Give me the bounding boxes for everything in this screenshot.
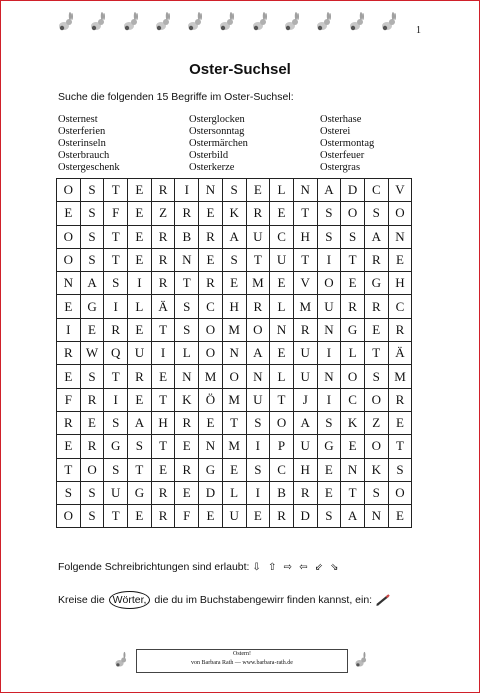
grid-cell[interactable]: C — [364, 179, 388, 202]
grid-cell[interactable]: E — [317, 481, 341, 504]
grid-cell[interactable]: Ä — [388, 342, 412, 365]
grid-cell[interactable]: E — [151, 365, 175, 388]
grid-cell[interactable]: T — [104, 365, 128, 388]
grid-cell[interactable]: V — [293, 272, 317, 295]
grid-cell[interactable]: N — [175, 248, 199, 271]
grid-cell[interactable]: E — [246, 179, 270, 202]
grid-cell[interactable]: R — [175, 202, 199, 225]
grid-cell[interactable]: S — [364, 202, 388, 225]
grid-cell[interactable]: S — [104, 272, 128, 295]
grid-cell[interactable]: I — [104, 388, 128, 411]
grid-cell[interactable]: A — [246, 342, 270, 365]
term-item: Ostermontag — [320, 138, 375, 149]
term-item: Osterglocken — [189, 114, 245, 125]
grid-cell[interactable]: S — [175, 318, 199, 341]
circled-word: Wörter, — [109, 591, 151, 609]
grid-cell[interactable]: H — [293, 458, 317, 481]
grid-cell[interactable]: G — [128, 481, 152, 504]
grid-cell[interactable]: E — [388, 248, 412, 271]
grid-cell[interactable]: T — [151, 435, 175, 458]
grid-cell[interactable]: Z — [151, 202, 175, 225]
grid-cell[interactable]: R — [151, 481, 175, 504]
grid-cell[interactable]: F — [104, 202, 128, 225]
term-item: Osterhase — [320, 114, 362, 125]
grid-cell[interactable]: R — [151, 248, 175, 271]
grid-row — [57, 179, 412, 202]
grid-cell[interactable]: P — [270, 435, 294, 458]
bunny-icon — [153, 11, 175, 33]
grid-cell[interactable]: S — [128, 435, 152, 458]
pencil-icon — [375, 594, 391, 606]
grid-cell[interactable]: N — [341, 458, 365, 481]
grid-cell[interactable]: N — [293, 179, 317, 202]
grid-cell[interactable]: H — [151, 411, 175, 434]
grid-cell[interactable]: B — [270, 481, 294, 504]
grid-cell[interactable]: E — [57, 295, 81, 318]
grid-cell[interactable]: S — [104, 411, 128, 434]
grid-cell[interactable]: C — [270, 458, 294, 481]
grid-cell[interactable]: V — [388, 179, 412, 202]
grid-row — [57, 272, 412, 295]
grid-cell[interactable]: U — [270, 248, 294, 271]
grid-cell[interactable]: S — [246, 458, 270, 481]
grid-cell[interactable]: R — [175, 458, 199, 481]
grid-cell[interactable]: Z — [364, 411, 388, 434]
grid-cell[interactable]: T — [104, 225, 128, 248]
instruction-text: Suche die folgenden 15 Begriffe im Oster-Suchsel: — [58, 91, 294, 103]
grid-cell[interactable]: L — [175, 342, 199, 365]
allowed-directions — [58, 561, 341, 573]
grid-cell[interactable]: E — [175, 435, 199, 458]
grid-cell[interactable]: S — [104, 458, 128, 481]
grid-row — [57, 295, 412, 318]
grid-row — [57, 248, 412, 271]
grid-cell[interactable]: T — [341, 481, 365, 504]
grid-row — [57, 365, 412, 388]
grid-cell[interactable]: R — [246, 202, 270, 225]
grid-row — [57, 458, 412, 481]
grid-cell[interactable]: T — [270, 388, 294, 411]
grid-cell[interactable]: E — [199, 202, 223, 225]
grid-cell[interactable]: E — [128, 388, 152, 411]
grid-row — [57, 225, 412, 248]
grid-cell[interactable]: T — [151, 388, 175, 411]
bunny-icon — [217, 11, 239, 33]
grid-cell[interactable]: L — [341, 342, 365, 365]
term-item: Ostersonntag — [189, 126, 245, 137]
grid-cell[interactable]: K — [364, 458, 388, 481]
grid-cell[interactable]: Ä — [151, 295, 175, 318]
grid-cell[interactable]: I — [128, 272, 152, 295]
grid-cell[interactable]: T — [222, 411, 246, 434]
grid-cell[interactable]: U — [246, 388, 270, 411]
footer-credit: von Barbara Rath — www.barbara-rath.de — [191, 660, 293, 666]
bunny-icon — [185, 11, 207, 33]
grid-cell[interactable]: E — [128, 505, 152, 528]
grid-cell[interactable]: C — [199, 295, 223, 318]
grid-cell[interactable]: S — [222, 179, 246, 202]
grid-cell[interactable]: S — [317, 225, 341, 248]
term-item: Osterkerze — [189, 162, 235, 173]
grid-row — [57, 342, 412, 365]
term-item: Osterfeuer — [320, 150, 365, 161]
grid-cell[interactable]: E — [151, 458, 175, 481]
grid-cell[interactable]: T — [175, 272, 199, 295]
grid-cell[interactable]: L — [270, 179, 294, 202]
grid-cell[interactable]: Ö — [199, 388, 223, 411]
grid-cell[interactable]: R — [104, 318, 128, 341]
grid-cell[interactable]: M — [199, 365, 223, 388]
grid-cell[interactable]: M — [222, 318, 246, 341]
bunny-icon — [121, 11, 143, 33]
grid-cell[interactable]: I — [317, 388, 341, 411]
grid-cell[interactable]: I — [175, 179, 199, 202]
grid-cell[interactable]: K — [222, 202, 246, 225]
grid-cell[interactable]: M — [293, 295, 317, 318]
grid-cell[interactable]: S — [317, 505, 341, 528]
grid-cell[interactable]: R — [151, 225, 175, 248]
grid-cell[interactable]: S — [80, 505, 104, 528]
grid-cell[interactable]: R — [270, 505, 294, 528]
grid-cell[interactable]: M — [388, 365, 412, 388]
page-number: 1 — [416, 25, 421, 36]
bunny-icon — [347, 11, 369, 33]
grid-cell[interactable]: N — [317, 365, 341, 388]
grid-cell[interactable]: N — [199, 179, 223, 202]
grid-cell[interactable]: U — [293, 365, 317, 388]
bunny-border — [56, 11, 401, 37]
grid-cell[interactable]: B — [175, 225, 199, 248]
grid-cell[interactable]: A — [128, 411, 152, 434]
grid-cell[interactable]: T — [104, 505, 128, 528]
grid-cell[interactable]: E — [270, 272, 294, 295]
grid-row — [57, 202, 412, 225]
grid-cell[interactable]: E — [128, 318, 152, 341]
grid-cell[interactable]: L — [128, 295, 152, 318]
bunny-icon — [314, 11, 336, 33]
grid-cell[interactable]: R — [293, 318, 317, 341]
grid-cell[interactable]: S — [364, 481, 388, 504]
grid-cell[interactable]: A — [80, 272, 104, 295]
grid-cell[interactable]: D — [293, 505, 317, 528]
grid-cell[interactable]: M — [246, 272, 270, 295]
term-item: Ostergras — [320, 162, 361, 173]
grid-cell[interactable]: N — [270, 318, 294, 341]
grid-cell[interactable]: N — [57, 272, 81, 295]
grid-cell[interactable]: E — [80, 411, 104, 434]
term-item: Osternest — [58, 114, 98, 125]
grid-cell[interactable]: E — [341, 435, 365, 458]
circle-instruction-start: Kreise die — [58, 594, 105, 606]
grid-cell[interactable]: O — [270, 411, 294, 434]
grid-cell[interactable]: C — [341, 388, 365, 411]
grid-cell[interactable]: I — [104, 295, 128, 318]
grid-cell[interactable]: A — [222, 225, 246, 248]
grid-cell[interactable]: E — [246, 505, 270, 528]
term-list — [58, 114, 438, 174]
grid-cell[interactable]: D — [341, 179, 365, 202]
bunny-icon — [88, 11, 110, 33]
grid-cell[interactable]: S — [317, 411, 341, 434]
bunny-icon — [250, 11, 272, 33]
grid-cell[interactable]: A — [317, 179, 341, 202]
term-item: Osterei — [320, 126, 351, 137]
grid-cell[interactable]: M — [222, 435, 246, 458]
grid-cell[interactable]: U — [293, 435, 317, 458]
grid-cell[interactable]: D — [199, 481, 223, 504]
grid-cell[interactable]: R — [341, 295, 365, 318]
grid-row — [57, 318, 412, 341]
grid-cell[interactable]: S — [317, 202, 341, 225]
grid-cell[interactable]: E — [57, 365, 81, 388]
grid-cell[interactable]: S — [222, 248, 246, 271]
grid-cell[interactable]: E — [199, 248, 223, 271]
grid-cell[interactable]: Q — [104, 342, 128, 365]
grid-cell[interactable]: R — [199, 272, 223, 295]
grid-row — [57, 481, 412, 504]
grid-cell[interactable]: W — [80, 342, 104, 365]
term-item: Osterferien — [58, 126, 106, 137]
grid-cell[interactable]: R — [364, 295, 388, 318]
word-search-grid — [56, 178, 412, 528]
grid-cell[interactable]: O — [199, 318, 223, 341]
term-item: Osterbrauch — [58, 150, 110, 161]
grid-cell[interactable]: S — [57, 481, 81, 504]
grid-cell[interactable]: S — [80, 248, 104, 271]
grid-cell[interactable]: E — [270, 342, 294, 365]
grid-cell[interactable]: R — [151, 272, 175, 295]
grid-cell[interactable]: R — [199, 225, 223, 248]
allowed-directions-label: Folgende Schreibrichtungen sind erlaubt: — [58, 561, 250, 573]
grid-cell[interactable]: I — [246, 435, 270, 458]
grid-cell[interactable]: O — [388, 202, 412, 225]
grid-cell[interactable]: N — [246, 365, 270, 388]
footer-box — [136, 649, 348, 673]
grid-row — [57, 411, 412, 434]
grid-cell[interactable]: S — [80, 179, 104, 202]
grid-cell[interactable]: S — [388, 458, 412, 481]
grid-cell[interactable]: R — [246, 295, 270, 318]
bunny-icon — [353, 651, 371, 669]
circle-instruction — [58, 591, 391, 609]
grid-cell[interactable]: N — [317, 318, 341, 341]
circle-instruction-end: die du im Buchstabengewirr finden kannst, ein: — [154, 594, 373, 606]
term-item: Ostergeschenk — [58, 162, 120, 173]
grid-cell[interactable]: I — [246, 481, 270, 504]
grid-cell[interactable]: R — [388, 388, 412, 411]
term-item: Osterbild — [189, 150, 229, 161]
grid-cell[interactable]: U — [317, 295, 341, 318]
grid-cell[interactable]: O — [364, 435, 388, 458]
grid-cell[interactable]: E — [317, 458, 341, 481]
bunny-icon — [56, 11, 78, 33]
grid-cell[interactable]: R — [80, 388, 104, 411]
grid-cell[interactable]: T — [388, 435, 412, 458]
grid-cell[interactable]: U — [293, 342, 317, 365]
grid-cell[interactable]: E — [57, 202, 81, 225]
grid-cell[interactable]: R — [175, 411, 199, 434]
grid-cell[interactable]: O — [317, 272, 341, 295]
grid-cell[interactable]: J — [293, 388, 317, 411]
grid-cell[interactable]: E — [388, 411, 412, 434]
grid-cell[interactable]: K — [175, 388, 199, 411]
grid-cell[interactable]: R — [388, 318, 412, 341]
grid-cell[interactable]: A — [341, 505, 365, 528]
grid-cell[interactable]: N — [222, 342, 246, 365]
grid-cell[interactable]: E — [222, 272, 246, 295]
grid-cell[interactable]: E — [175, 481, 199, 504]
grid-cell[interactable]: N — [199, 435, 223, 458]
grid-cell[interactable]: G — [199, 458, 223, 481]
grid-cell[interactable]: U — [104, 481, 128, 504]
grid-cell[interactable]: E — [128, 179, 152, 202]
grid-cell[interactable]: O — [388, 481, 412, 504]
grid-cell[interactable]: T — [293, 202, 317, 225]
grid-cell[interactable]: U — [222, 505, 246, 528]
grid-cell[interactable]: S — [341, 225, 365, 248]
grid-cell[interactable]: C — [388, 295, 412, 318]
grid-cell[interactable]: F — [57, 388, 81, 411]
grid-cell[interactable]: E — [128, 225, 152, 248]
grid-cell[interactable]: O — [57, 179, 81, 202]
grid-cell[interactable]: O — [80, 458, 104, 481]
grid-cell[interactable]: S — [80, 481, 104, 504]
grid-cell[interactable]: T — [246, 248, 270, 271]
grid-cell[interactable]: T — [104, 179, 128, 202]
grid-cell[interactable]: O — [222, 365, 246, 388]
grid-cell[interactable]: T — [364, 342, 388, 365]
grid-cell[interactable]: S — [80, 202, 104, 225]
grid-cell[interactable]: R — [57, 411, 81, 434]
grid-cell[interactable]: H — [293, 225, 317, 248]
grid-cell[interactable]: N — [175, 365, 199, 388]
grid-cell[interactable]: E — [80, 318, 104, 341]
bunny-icon — [282, 11, 304, 33]
direction-arrows-icon: ⇩ ⇧ ⇨ ⇦ ⇙ ⇘ — [252, 562, 341, 573]
grid-cell[interactable]: I — [151, 342, 175, 365]
grid-cell[interactable]: L — [270, 295, 294, 318]
grid-cell[interactable]: O — [341, 202, 365, 225]
grid-cell[interactable]: E — [128, 248, 152, 271]
grid-cell[interactable]: G — [317, 435, 341, 458]
grid-row — [57, 435, 412, 458]
grid-cell[interactable]: M — [222, 388, 246, 411]
grid-cell[interactable]: G — [104, 435, 128, 458]
grid-cell[interactable]: S — [246, 411, 270, 434]
grid-cell[interactable]: R — [364, 248, 388, 271]
grid-cell[interactable]: R — [151, 505, 175, 528]
grid-cell[interactable]: R — [80, 435, 104, 458]
grid-cell[interactable]: O — [57, 505, 81, 528]
grid-cell[interactable]: E — [128, 202, 152, 225]
grid-cell[interactable]: O — [57, 225, 81, 248]
grid-cell[interactable]: H — [388, 272, 412, 295]
grid-cell[interactable]: N — [364, 505, 388, 528]
grid-cell[interactable]: R — [151, 179, 175, 202]
grid-cell[interactable]: G — [341, 318, 365, 341]
grid-cell[interactable]: A — [293, 411, 317, 434]
page-title: Oster-Suchsel — [189, 61, 291, 78]
grid-cell[interactable]: U — [246, 225, 270, 248]
term-item: Ostermärchen — [189, 138, 248, 149]
grid-cell[interactable]: T — [57, 458, 81, 481]
grid-cell[interactable]: S — [80, 225, 104, 248]
grid-cell[interactable]: E — [57, 435, 81, 458]
grid-cell[interactable]: G — [364, 272, 388, 295]
grid-cell[interactable]: S — [364, 365, 388, 388]
grid-cell[interactable]: U — [128, 342, 152, 365]
grid-cell[interactable]: L — [270, 365, 294, 388]
grid-cell[interactable]: I — [57, 318, 81, 341]
grid-cell[interactable]: T — [341, 248, 365, 271]
grid-cell[interactable]: E — [364, 318, 388, 341]
grid-cell[interactable]: S — [175, 295, 199, 318]
grid-cell[interactable]: G — [80, 295, 104, 318]
grid-cell[interactable]: N — [388, 225, 412, 248]
term-item: Osterinseln — [58, 138, 106, 149]
grid-row — [57, 388, 412, 411]
grid-cell[interactable]: R — [293, 481, 317, 504]
grid-cell[interactable]: I — [317, 248, 341, 271]
grid-cell[interactable]: T — [151, 318, 175, 341]
grid-cell[interactable]: O — [364, 388, 388, 411]
grid-cell[interactable]: T — [293, 248, 317, 271]
bunny-icon — [113, 651, 131, 669]
grid-cell[interactable]: E — [222, 458, 246, 481]
grid-cell[interactable]: C — [270, 225, 294, 248]
grid-cell[interactable]: R — [128, 365, 152, 388]
grid-cell[interactable]: E — [388, 505, 412, 528]
grid-cell[interactable]: L — [222, 481, 246, 504]
grid-cell[interactable]: A — [364, 225, 388, 248]
grid-row — [57, 505, 412, 528]
grid-cell[interactable]: O — [341, 365, 365, 388]
grid-cell[interactable]: H — [222, 295, 246, 318]
grid-cell[interactable]: S — [80, 365, 104, 388]
grid-cell[interactable]: T — [104, 248, 128, 271]
grid-cell[interactable]: E — [199, 411, 223, 434]
grid-cell[interactable]: R — [57, 342, 81, 365]
grid-cell[interactable]: O — [246, 318, 270, 341]
grid-cell[interactable]: O — [57, 248, 81, 271]
grid-cell[interactable]: E — [270, 202, 294, 225]
grid-cell[interactable]: O — [199, 342, 223, 365]
grid-cell[interactable]: I — [317, 342, 341, 365]
grid-cell[interactable]: K — [341, 411, 365, 434]
grid-cell[interactable]: E — [341, 272, 365, 295]
grid-cell[interactable]: T — [128, 458, 152, 481]
grid-cell[interactable]: E — [199, 505, 223, 528]
footer-title: Ostern! — [233, 651, 251, 657]
bunny-icon — [379, 11, 401, 33]
grid-cell[interactable]: F — [175, 505, 199, 528]
